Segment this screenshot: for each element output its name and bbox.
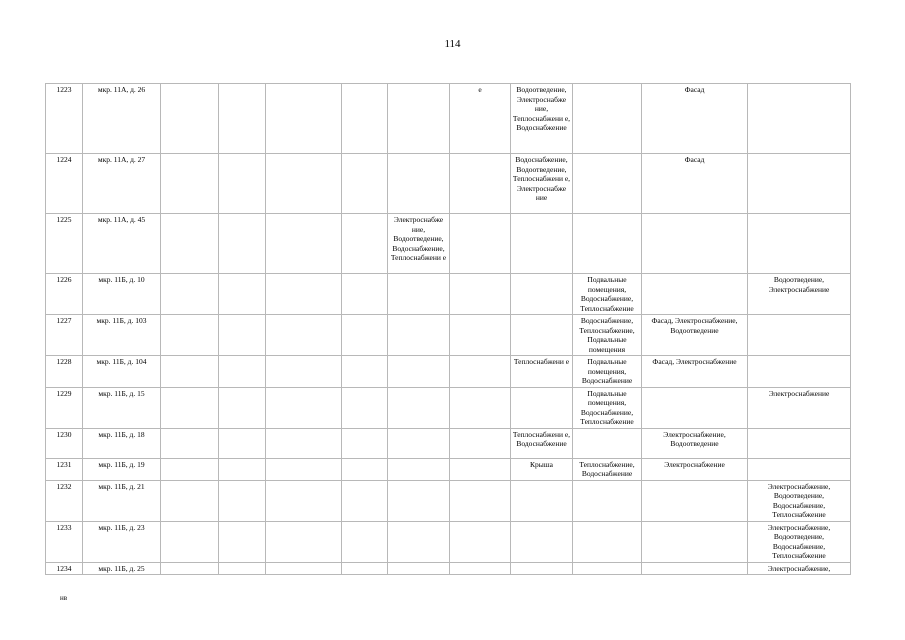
col-6-cell — [342, 562, 388, 575]
col-12-cell — [748, 356, 851, 388]
col-10-cell: Подвальные помещения, Водоснабжение, Теплоснабжение — [573, 274, 642, 315]
col-12-cell — [748, 154, 851, 214]
address-cell: мкр. 11Б, д. 21 — [83, 480, 161, 521]
address-cell: мкр. 11Б, д. 10 — [83, 274, 161, 315]
col-5-cell — [266, 428, 342, 458]
col-3-cell — [161, 214, 219, 274]
col-3-cell — [161, 315, 219, 356]
col-9-cell — [511, 562, 573, 575]
col-11-cell — [642, 562, 748, 575]
col-7-cell — [388, 356, 450, 388]
col-7-cell — [388, 428, 450, 458]
col-11-cell — [642, 480, 748, 521]
col-10-cell — [573, 480, 642, 521]
col-5-cell — [266, 521, 342, 562]
col-9-cell — [511, 315, 573, 356]
col-9-cell — [511, 387, 573, 428]
address-cell: мкр. 11Б, д. 15 — [83, 387, 161, 428]
col-6-cell — [342, 521, 388, 562]
col-8-cell — [450, 480, 511, 521]
col-4-cell — [219, 458, 266, 480]
col-10-cell: Водоснабжение, Теплоснабжение, Подвальные помещения — [573, 315, 642, 356]
col-9-cell: Водоотведение, Электроснабже ние, Теплоснабжени е, Водоснабжение — [511, 84, 573, 154]
col-10-cell — [573, 521, 642, 562]
table-row — [46, 315, 851, 356]
col-8-cell — [450, 428, 511, 458]
address-cell: мкр. 11Б, д. 23 — [83, 521, 161, 562]
col-5-cell — [266, 154, 342, 214]
col-5-cell — [266, 356, 342, 388]
table-row — [46, 562, 851, 575]
col-4-cell — [219, 274, 266, 315]
col-3-cell — [161, 428, 219, 458]
col-8-cell — [450, 315, 511, 356]
col-12-cell: Водоотведение, Электроснабжение — [748, 274, 851, 315]
col-8-cell: е — [450, 84, 511, 154]
col-9-cell: Теплоснабжени е — [511, 356, 573, 388]
num-cell: 1227 — [46, 315, 83, 356]
col-8-cell — [450, 521, 511, 562]
col-3-cell — [161, 84, 219, 154]
col-10-cell — [573, 214, 642, 274]
col-11-cell — [642, 387, 748, 428]
col-9-cell — [511, 274, 573, 315]
address-cell: мкр. 11А, д. 26 — [83, 84, 161, 154]
col-4-cell — [219, 480, 266, 521]
col-10-cell — [573, 562, 642, 575]
col-10-cell: Подвальные помещения, Водоснабжение, Теплоснабжение — [573, 387, 642, 428]
col-3-cell — [161, 356, 219, 388]
schedule-table — [45, 83, 851, 575]
table-row — [46, 458, 851, 480]
num-cell: 1223 — [46, 84, 83, 154]
col-10-cell: Теплоснабжение, Водоснабжение — [573, 458, 642, 480]
col-12-cell — [748, 458, 851, 480]
col-7-cell — [388, 84, 450, 154]
col-6-cell — [342, 356, 388, 388]
num-cell: 1229 — [46, 387, 83, 428]
table-row — [46, 521, 851, 562]
col-11-cell — [642, 214, 748, 274]
col-3-cell — [161, 521, 219, 562]
col-7-cell — [388, 315, 450, 356]
col-6-cell — [342, 458, 388, 480]
col-4-cell — [219, 387, 266, 428]
address-cell: мкр. 11Б, д. 19 — [83, 458, 161, 480]
col-12-cell — [748, 315, 851, 356]
num-cell: 1224 — [46, 154, 83, 214]
col-11-cell: Электроснабжение, Водоотведение — [642, 428, 748, 458]
col-3-cell — [161, 458, 219, 480]
col-9-cell: Водоснабжение, Водоотведение, Теплоснабжени е, Электроснабже ние — [511, 154, 573, 214]
col-4-cell — [219, 562, 266, 575]
table-row — [46, 274, 851, 315]
col-4-cell — [219, 428, 266, 458]
col-3-cell — [161, 562, 219, 575]
address-cell: мкр. 11Б, д. 103 — [83, 315, 161, 356]
col-5-cell — [266, 315, 342, 356]
col-5-cell — [266, 274, 342, 315]
col-9-cell — [511, 214, 573, 274]
footer-mark: нв — [60, 594, 68, 602]
col-5-cell — [266, 562, 342, 575]
col-11-cell: Фасад, Электроснабжение — [642, 356, 748, 388]
col-7-cell — [388, 480, 450, 521]
col-4-cell — [219, 84, 266, 154]
col-5-cell — [266, 480, 342, 521]
col-6-cell — [342, 387, 388, 428]
col-8-cell — [450, 356, 511, 388]
address-cell: мкр. 11А, д. 27 — [83, 154, 161, 214]
table-row — [46, 154, 851, 214]
col-11-cell — [642, 521, 748, 562]
col-5-cell — [266, 458, 342, 480]
address-cell: мкр. 11Б, д. 25 — [83, 562, 161, 575]
col-11-cell: Фасад — [642, 154, 748, 214]
col-4-cell — [219, 521, 266, 562]
col-10-cell — [573, 84, 642, 154]
page-number: 114 — [444, 38, 461, 50]
col-12-cell — [748, 84, 851, 154]
col-11-cell — [642, 274, 748, 315]
col-3-cell — [161, 154, 219, 214]
col-7-cell — [388, 521, 450, 562]
col-6-cell — [342, 84, 388, 154]
col-4-cell — [219, 315, 266, 356]
num-cell: 1225 — [46, 214, 83, 274]
table-body — [46, 84, 851, 575]
num-cell: 1234 — [46, 562, 83, 575]
col-4-cell — [219, 214, 266, 274]
col-8-cell — [450, 274, 511, 315]
address-cell: мкр. 11А, д. 45 — [83, 214, 161, 274]
col-12-cell: Электроснабжение, Водоотведение, Водоснабжение, Теплоснабжение — [748, 480, 851, 521]
col-5-cell — [266, 84, 342, 154]
table-row — [46, 356, 851, 388]
col-5-cell — [266, 387, 342, 428]
col-11-cell: Фасад — [642, 84, 748, 154]
col-9-cell: Крыша — [511, 458, 573, 480]
col-7-cell — [388, 562, 450, 575]
address-cell: мкр. 11Б, д. 18 — [83, 428, 161, 458]
col-5-cell — [266, 214, 342, 274]
col-4-cell — [219, 356, 266, 388]
col-8-cell — [450, 154, 511, 214]
col-11-cell: Фасад, Электроснабжение, Водоотведение — [642, 315, 748, 356]
col-7-cell — [388, 387, 450, 428]
col-3-cell — [161, 480, 219, 521]
col-6-cell — [342, 214, 388, 274]
col-3-cell — [161, 387, 219, 428]
table-row — [46, 387, 851, 428]
col-10-cell: Подвальные помещения, Водоснабжение — [573, 356, 642, 388]
num-cell: 1228 — [46, 356, 83, 388]
col-6-cell — [342, 315, 388, 356]
table-row — [46, 84, 851, 154]
col-9-cell: Теплоснабжени е, Водоснабжение — [511, 428, 573, 458]
col-7-cell — [388, 458, 450, 480]
col-8-cell — [450, 458, 511, 480]
col-8-cell — [450, 562, 511, 575]
col-6-cell — [342, 428, 388, 458]
col-6-cell — [342, 274, 388, 315]
col-10-cell — [573, 154, 642, 214]
address-cell: мкр. 11Б, д. 104 — [83, 356, 161, 388]
col-12-cell — [748, 214, 851, 274]
num-cell: 1232 — [46, 480, 83, 521]
num-cell: 1231 — [46, 458, 83, 480]
col-12-cell — [748, 428, 851, 458]
table-row — [46, 214, 851, 274]
col-7-cell — [388, 274, 450, 315]
table-row — [46, 480, 851, 521]
col-3-cell — [161, 274, 219, 315]
col-12-cell: Электроснабжение, Водоотведение, Водоснабжение, Теплоснабжение — [748, 521, 851, 562]
num-cell: 1233 — [46, 521, 83, 562]
num-cell: 1230 — [46, 428, 83, 458]
col-7-cell — [388, 154, 450, 214]
col-7-cell: Электроснабже ние, Водоотведение, Водоснабжение, Теплоснабжени е — [388, 214, 450, 274]
col-12-cell: Электроснабжение, — [748, 562, 851, 575]
col-8-cell — [450, 214, 511, 274]
table-row — [46, 428, 851, 458]
col-6-cell — [342, 154, 388, 214]
col-9-cell — [511, 480, 573, 521]
col-8-cell — [450, 387, 511, 428]
col-6-cell — [342, 480, 388, 521]
col-4-cell — [219, 154, 266, 214]
col-11-cell: Электроснабжение — [642, 458, 748, 480]
col-10-cell — [573, 428, 642, 458]
col-12-cell: Электроснабжение — [748, 387, 851, 428]
col-9-cell — [511, 521, 573, 562]
num-cell: 1226 — [46, 274, 83, 315]
